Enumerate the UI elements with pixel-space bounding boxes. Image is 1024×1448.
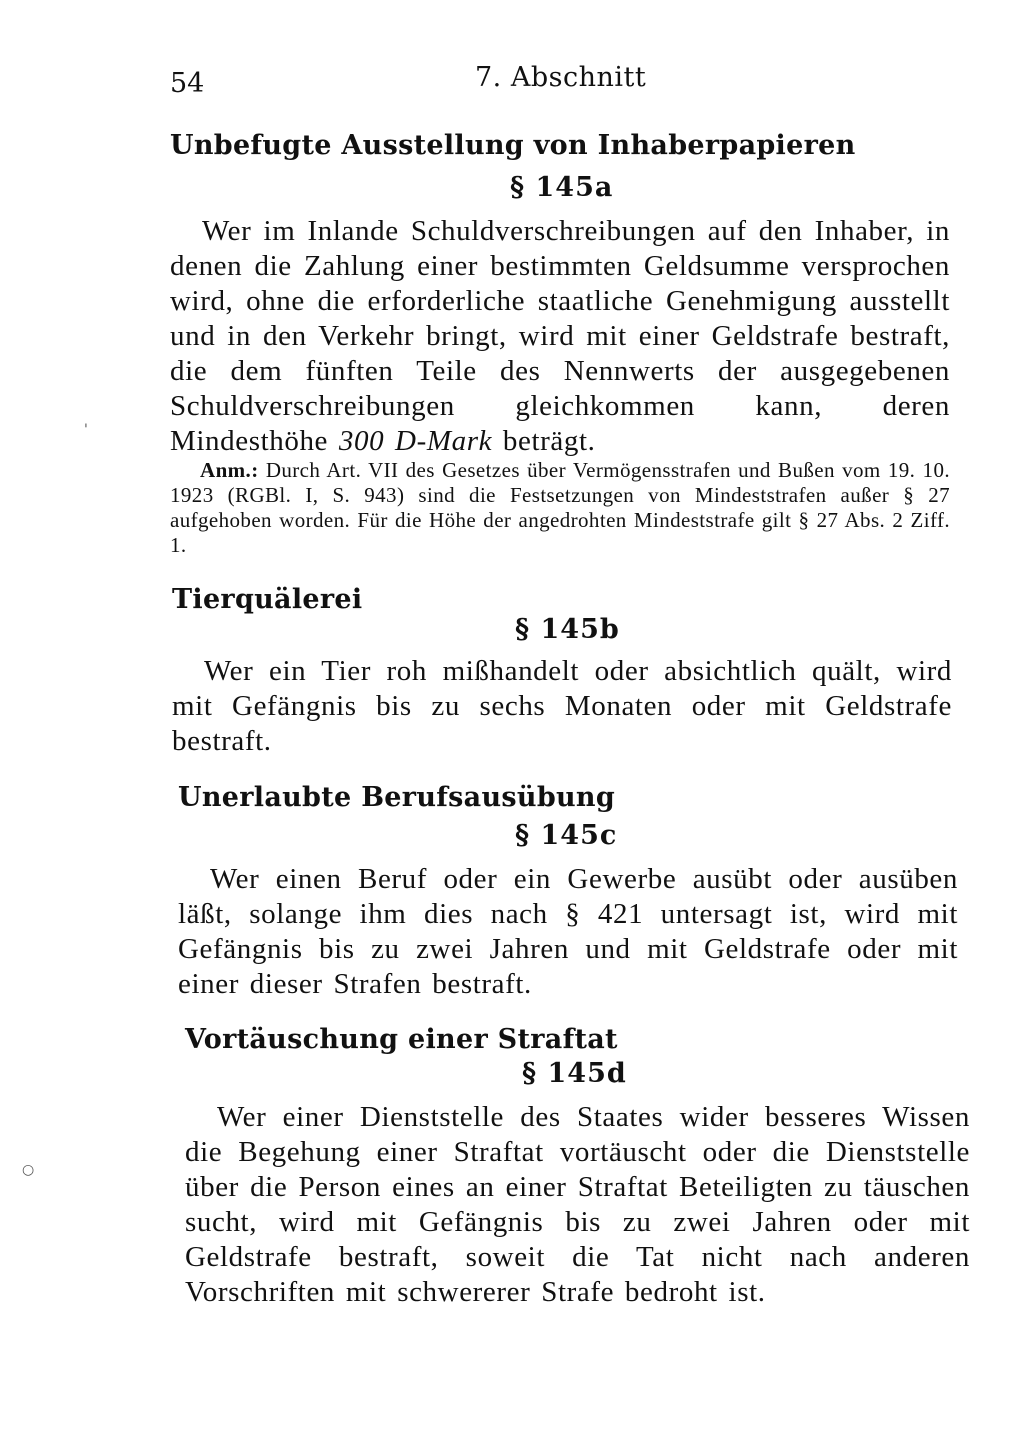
paragraph-text-145a xyxy=(170,214,950,459)
annotation-text: Durch Art. VII des Gesetzes über Vermögensstrafen und Bußen vom 19. 10. 1923 (RGBl. I, S. 943) sind die Festsetzungen von Mindeststrafen außer § 27 aufgehoben worden. Für die Höhe der angedrohten Mindeststrafe gilt § 27 Abs. 2 Ziff. 1. xyxy=(170,458,950,557)
annotation-label: Anm.: xyxy=(200,458,259,482)
paragraph-number-145b: § 145b xyxy=(515,614,620,645)
page-header xyxy=(170,62,960,102)
paragraph-text-145d-body: Wer einer Dienststelle des Staates wider besseres Wissen die Begehung einer Straftat vortäuscht oder die Dienststelle über die Person eines an einer Straftat Beteiligten zu täuschen sucht, wird mit Gefängnis bis zu zwei Jahren oder mit Geldstrafe bestraft, soweit die Tat nicht nach anderen Vorschriften mit schwererer Strafe bedroht ist. xyxy=(185,1101,970,1308)
paragraph-number-145a: § 145a xyxy=(510,172,614,203)
section-heading-145b: Tierquälerei xyxy=(172,584,363,615)
page-number: 54 xyxy=(170,68,205,99)
paragraph-text-145d xyxy=(185,1100,970,1310)
paragraph-text-145b xyxy=(172,654,952,759)
paragraph-text-145a-part1: Wer im Inlande Schuldverschreibungen auf den Inhaber, in denen die Zahlung einer bestimmten Geldsumme versprochen wird, ohne die erforderliche staatliche Genehmigung ausstellt und in den Verkehr bringt, wird mit einer Geldstrafe bestraft, die dem fünften Teile des Nennwerts der ausgegebenen Schuldverschreibungen gleichkommen kann, deren Mindesthöhe xyxy=(170,215,950,457)
section-heading-145c: Unerlaubte Berufsausübung xyxy=(178,782,616,813)
section-heading-145d: Vortäuschung einer Straftat xyxy=(185,1024,618,1055)
running-head: 7. Abschnitt xyxy=(475,62,647,93)
paragraph-number-145d: § 145d xyxy=(522,1058,627,1089)
paragraph-text-145c xyxy=(178,862,958,1002)
margin-mark: ' xyxy=(84,422,88,438)
section-heading-145a: Unbefugte Ausstellung von Inhaberpapieren xyxy=(170,130,856,161)
paragraph-text-145a-part2: beträgt. xyxy=(492,425,596,457)
paragraph-text-145c-body: Wer einen Beruf oder ein Gewerbe ausübt oder ausüben läßt, solange ihm dies nach § 421 untersagt ist, wird mit Gefängnis bis zu zwei Jahren und mit Geldstrafe oder mit einer dieser Strafen bestraft. xyxy=(178,863,958,1000)
margin-mark: ○ xyxy=(22,1162,35,1178)
minimum-amount: 300 D-Mark xyxy=(338,425,493,457)
paragraph-number-145c: § 145c xyxy=(515,820,618,851)
annotation-note xyxy=(170,458,950,558)
paragraph-text-145b-body: Wer ein Tier roh mißhandelt oder absichtlich quält, wird mit Gefängnis bis zu sechs Monaten oder mit Geldstrafe bestraft. xyxy=(172,655,952,757)
